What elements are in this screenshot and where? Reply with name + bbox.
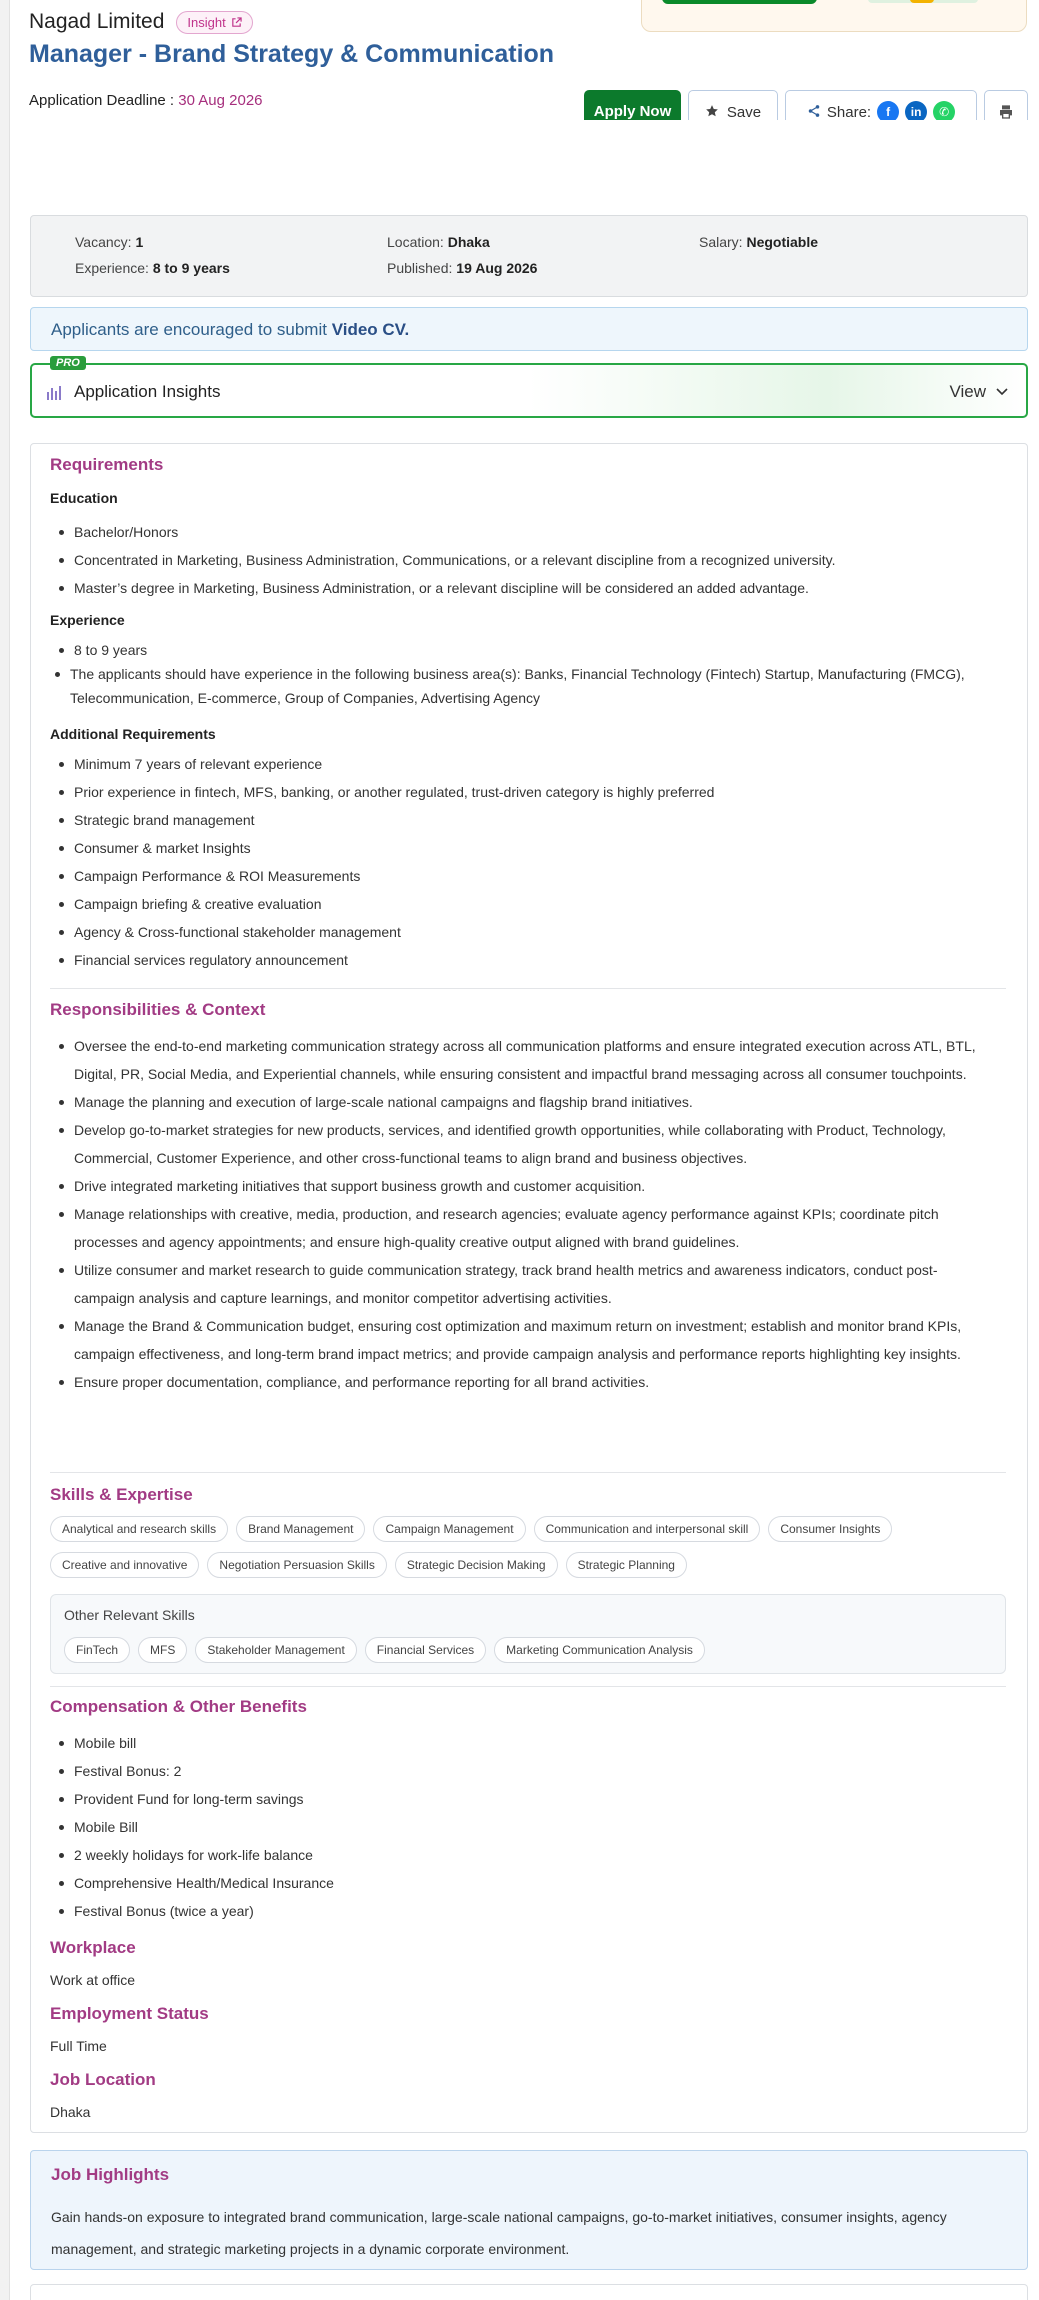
skill-chip[interactable]: Creative and innovative <box>50 1552 199 1578</box>
list-item: Manage the Brand & Communication budget, ensuring cost optimization and maximum return on investment; establish and monitor brand KPIs, campaign effectiveness, and long-term brand impact metrics; and provide campaign analysis and performance reports highlighting key insights. <box>74 1312 994 1368</box>
whatsapp-icon[interactable]: ✆ <box>933 101 955 120</box>
responsibilities-list <box>74 1032 994 1396</box>
facebook-icon[interactable]: f <box>877 101 899 120</box>
list-item: Campaign Performance & ROI Measurements <box>74 862 714 890</box>
skill-chip[interactable]: Communication and interpersonal skill <box>534 1516 761 1542</box>
list-item: 8 to 9 years <box>74 638 994 662</box>
external-link-icon <box>231 17 242 28</box>
list-item: Agency & Cross-functional stakeholder management <box>74 918 714 946</box>
job-location-value: Dhaka <box>50 2104 91 2120</box>
linkedin-icon[interactable]: in <box>905 101 927 120</box>
skill-chip[interactable]: FinTech <box>64 1637 130 1663</box>
vacancy-info <box>75 234 143 250</box>
next-section-card <box>30 2284 1028 2300</box>
skill-chip[interactable]: Campaign Management <box>373 1516 525 1542</box>
skill-chip[interactable]: Negotiation Persuasion Skills <box>207 1552 386 1578</box>
other-skills-title: Other Relevant Skills <box>64 1607 195 1623</box>
list-item: Prior experience in fintech, MFS, banking, or another regulated, trust-driven category is highly preferred <box>74 778 714 806</box>
education-list <box>74 518 836 602</box>
location-label: Location: <box>387 234 444 250</box>
salary-value: Negotiable <box>746 234 819 250</box>
other-skills-box <box>50 1594 1006 1674</box>
salary-info <box>699 234 818 250</box>
job-highlights-box <box>30 2150 1028 2270</box>
list-item: Bachelor/Honors <box>74 518 836 546</box>
view-label: View <box>949 382 986 401</box>
share-button[interactable] <box>785 90 977 120</box>
skill-chip[interactable]: MFS <box>138 1637 187 1663</box>
list-item: Financial services regulatory announcement <box>74 946 714 974</box>
requirements-title: Requirements <box>50 455 164 474</box>
page-left-edge <box>0 0 10 2300</box>
experience-label: Experience: <box>75 260 149 276</box>
skill-chip[interactable]: Strategic Decision Making <box>395 1552 558 1578</box>
list-item: Concentrated in Marketing, Business Administration, Communications, or a relevant discipline from a recognized university. <box>74 546 836 574</box>
skills-row-2 <box>50 1552 687 1578</box>
workplace-title: Workplace <box>50 1938 136 1957</box>
bar-chart-icon <box>46 383 64 401</box>
responsibilities-title: Responsibilities & Context <box>50 1000 266 1019</box>
printer-icon <box>998 104 1014 120</box>
other-skills-chips <box>64 1637 705 1663</box>
list-item: Festival Bonus (twice a year) <box>74 1897 334 1925</box>
skill-chip[interactable]: Brand Management <box>236 1516 365 1542</box>
list-item: Strategic brand management <box>74 806 714 834</box>
experience-value: 8 to 9 years <box>152 260 230 276</box>
insight-badge-label: Insight <box>187 14 226 30</box>
list-item: Consumer & market Insights <box>74 834 714 862</box>
vacancy-label: Vacancy: <box>75 234 132 250</box>
list-item: Mobile bill <box>74 1729 334 1757</box>
list-item: 2 weekly holidays for work-life balance <box>74 1841 334 1869</box>
video-cv-notice <box>30 307 1028 351</box>
skill-chip[interactable]: Marketing Communication Analysis <box>494 1637 705 1663</box>
skill-chip[interactable]: Strategic Planning <box>566 1552 687 1578</box>
list-item: Master’s degree in Marketing, Business Administration, or a relevant discipline will be considered an added advantage. <box>74 574 836 602</box>
job-title: Manager - Brand Strategy & Communication <box>29 40 555 68</box>
list-item: Campaign briefing & creative evaluation <box>74 890 714 918</box>
insight-badge[interactable] <box>176 11 252 34</box>
skills-row-1 <box>50 1516 892 1542</box>
job-highlights-title: Job Highlights <box>51 2165 170 2184</box>
list-item: Festival Bonus: 2 <box>74 1757 334 1785</box>
chevron-down-icon <box>996 388 1008 396</box>
deadline-label: Application Deadline : <box>29 92 175 109</box>
salary-label: Salary: <box>699 234 743 250</box>
video-cv-text: Applicants are encouraged to submit <box>51 320 327 339</box>
compensation-title: Compensation & Other Benefits <box>50 1697 307 1716</box>
application-insights-panel[interactable] <box>30 357 1028 418</box>
skill-chip[interactable]: Analytical and research skills <box>50 1516 228 1542</box>
experience-list <box>70 638 994 710</box>
published-label: Published: <box>387 260 453 276</box>
list-item: Comprehensive Health/Medical Insurance <box>74 1869 334 1897</box>
star-icon <box>705 104 719 118</box>
list-item: Provident Fund for long-term savings <box>74 1785 334 1813</box>
published-info <box>387 260 537 276</box>
list-item: Manage relationships with creative, media, production, and research agencies; evaluate agency performance against KPIs; coordinate pitch processes and agency appointments; and ensure high-quality creative output aligned with brand guidelines. <box>74 1200 994 1256</box>
list-item: Minimum 7 years of relevant experience <box>74 750 714 778</box>
share-icon <box>807 104 821 118</box>
job-highlights-text: Gain hands-on exposure to integrated brand communication, large-scale national campaigns, go-to-market initiatives, consumer insights, agency management, and strategic marketing projects in a dynamic corporate environment. <box>51 2209 947 2257</box>
save-button[interactable] <box>688 90 778 120</box>
additional-requirements-title: Additional Requirements <box>50 726 216 742</box>
job-summary-box <box>30 215 1028 297</box>
action-row <box>584 90 1028 120</box>
compensation-list <box>74 1729 334 1925</box>
experience-info <box>75 260 230 276</box>
employment-status-value: Full Time <box>50 2038 107 2054</box>
company-name[interactable]: Nagad Limited <box>29 10 165 33</box>
section-divider <box>50 988 1006 989</box>
list-item: Oversee the end-to-end marketing communication strategy across all communication platforms and ensure integrated execution across ATL, BTL, Digital, PR, Social Media, and Experiential channels, while ensuring consistent and impactful brand messaging across all consumer touchpoints. <box>74 1032 994 1088</box>
promo-yellow-bar <box>910 0 934 3</box>
section-divider <box>50 1472 1006 1473</box>
skill-chip[interactable]: Consumer Insights <box>768 1516 892 1542</box>
section-divider <box>50 1686 1006 1687</box>
pro-badge: PRO <box>50 356 86 370</box>
apply-now-button[interactable]: Apply Now <box>584 90 681 120</box>
vacancy-value: 1 <box>135 234 144 250</box>
save-label: Save <box>726 104 762 120</box>
insights-view-toggle[interactable] <box>949 382 1008 402</box>
list-item: Manage the planning and execution of large-scale national campaigns and flagship brand initiatives. <box>74 1088 994 1116</box>
deadline-date: 30 Aug 2026 <box>178 92 263 109</box>
list-item: Develop go-to-market strategies for new products, services, and identified growth opportunities, while collaborating with Product, Technology, Commercial, Customer Experience, and other cross-functional teams to align brand and business objectives. <box>74 1116 994 1172</box>
skill-chip[interactable]: Stakeholder Management <box>195 1637 356 1663</box>
list-item: Ensure proper documentation, compliance, and performance reporting for all brand activities. <box>74 1368 994 1396</box>
published-value: 19 Aug 2026 <box>456 260 538 276</box>
application-deadline <box>29 92 263 109</box>
insights-label: Application Insights <box>74 382 221 401</box>
list-item: Mobile Bill <box>74 1813 334 1841</box>
share-label: Share: <box>826 104 872 120</box>
promo-green-bar <box>662 0 817 4</box>
print-button[interactable] <box>984 90 1028 120</box>
workplace-value: Work at office <box>50 1972 136 1988</box>
experience-title: Experience <box>50 612 125 628</box>
employment-status-title: Employment Status <box>50 2004 209 2023</box>
additional-requirements-list <box>74 750 714 974</box>
list-item: The applicants should have experience in the following business area(s): Banks, Financial Technology (Fintech) Startup, Manufacturing (FMCG), Telecommunication, E-commerce, Group of Companies, Advertising Agency <box>70 662 994 710</box>
education-title: Education <box>50 490 118 506</box>
top-promo-card <box>641 0 1027 32</box>
list-item: Drive integrated marketing initiatives that support business growth and customer acquisition. <box>74 1172 994 1200</box>
job-location-title: Job Location <box>50 2070 156 2089</box>
location-value: Dhaka <box>447 234 490 250</box>
location-info <box>387 234 490 250</box>
list-item: Utilize consumer and market research to guide communication strategy, track brand health metrics and awareness indicators, conduct post-campaign analysis and capture learnings, and monitor competitor advertising activities. <box>74 1256 994 1312</box>
skill-chip[interactable]: Financial Services <box>365 1637 486 1663</box>
skills-title: Skills & Expertise <box>50 1485 193 1504</box>
video-cv-bold: Video CV. <box>331 320 410 339</box>
company-row <box>29 10 253 34</box>
